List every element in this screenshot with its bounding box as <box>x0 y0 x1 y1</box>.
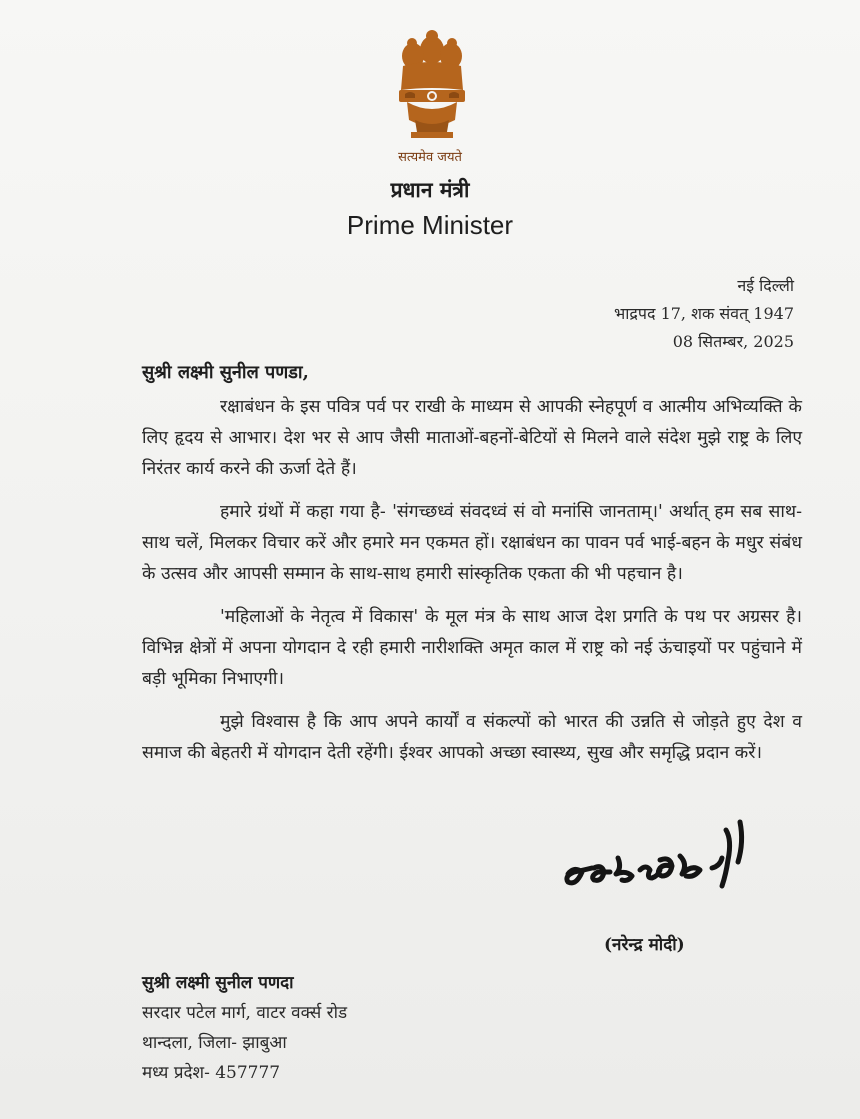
body-paragraph-3: 'महिलाओं के नेतृत्व में विकास' के मूल मंत्र के साथ आज देश प्रगति के पथ पर अग्रसर है। विभिन्न क्षेत्रों में अपना योगदान दे रही हमारी नारीशक्ति अमृत काल में राष्ट्र को नई ऊंचाइयों पर पहुंचाने में बड़ी भूमिका निभाएगी। <box>142 607 802 689</box>
body-paragraph-4: मुझे विश्वास है कि आप अपने कार्यों व संकल्पों को भारत की उन्नति से जोड़ते हुए देश व समाज की बेहतरी में योगदान देती रहेंगी। ईश्वर आपको अच्छा स्वास्थ्य, सुख और समृद्धि प्रदान करें। <box>142 712 802 763</box>
place-line: नई दिल्ली <box>737 276 794 295</box>
national-emblem-icon <box>385 28 480 148</box>
body-paragraph-2: हमारे ग्रंथों में कहा गया है- 'संगच्छध्वं संवदध्वं सं वो मनांसि जानताम्।' अर्थात् हम सब साथ-साथ चलें, मिलकर विचार करें और हमारे मन एकमत हों। रक्षाबंधन का पावन पर्व भाई-बहन के मधुर संबंध के उत्सव और आपसी सम्मान के साथ-साथ हमारी सांस्कृतिक एकता की भी पहचान है। <box>142 502 802 584</box>
signer-name: (नरेन्द्र मोदी) <box>604 935 685 955</box>
body-paragraph-1: रक्षाबंधन के इस पवित्र पर्व पर राखी के माध्यम से आपकी स्नेहपूर्ण व आत्मीय अभिव्यक्ति के लिए हृदय से आभार। देश भर से आप जैसी माताओं-बहनों-बेटियों से मिलने वाले संदेश मुझे राष्ट्र के लिए निरंतर कार्य करने की ऊर्जा देते हैं। <box>142 397 802 479</box>
office-title-hindi: प्रधान मंत्री <box>390 177 470 202</box>
recipient-address <box>142 968 347 1088</box>
address-line-2: थान्दला, जिला- झाबुआ <box>142 1033 287 1053</box>
salutation: सुश्री लक्ष्मी सुनील पणडा, <box>142 362 309 383</box>
handwritten-signature <box>560 812 760 922</box>
motto-text: सत्यमेव जयते <box>398 150 462 165</box>
address-line-1: सरदार पटेल मार्ग, वाटर वर्क्स रोड <box>142 1003 348 1023</box>
gregorian-date-line: 08 सितम्बर, 2025 <box>672 332 794 351</box>
letter-body <box>142 392 802 781</box>
address-line-3: मध्य प्रदेश- 457777 <box>142 1063 281 1083</box>
recipient-name: सुश्री लक्ष्मी सुनील पणदा <box>142 973 294 993</box>
saka-date-line: भाद्रपद 17, शक संवत् 1947 <box>614 304 794 323</box>
office-title-english: Prime Minister <box>346 210 514 240</box>
date-block <box>614 272 794 356</box>
